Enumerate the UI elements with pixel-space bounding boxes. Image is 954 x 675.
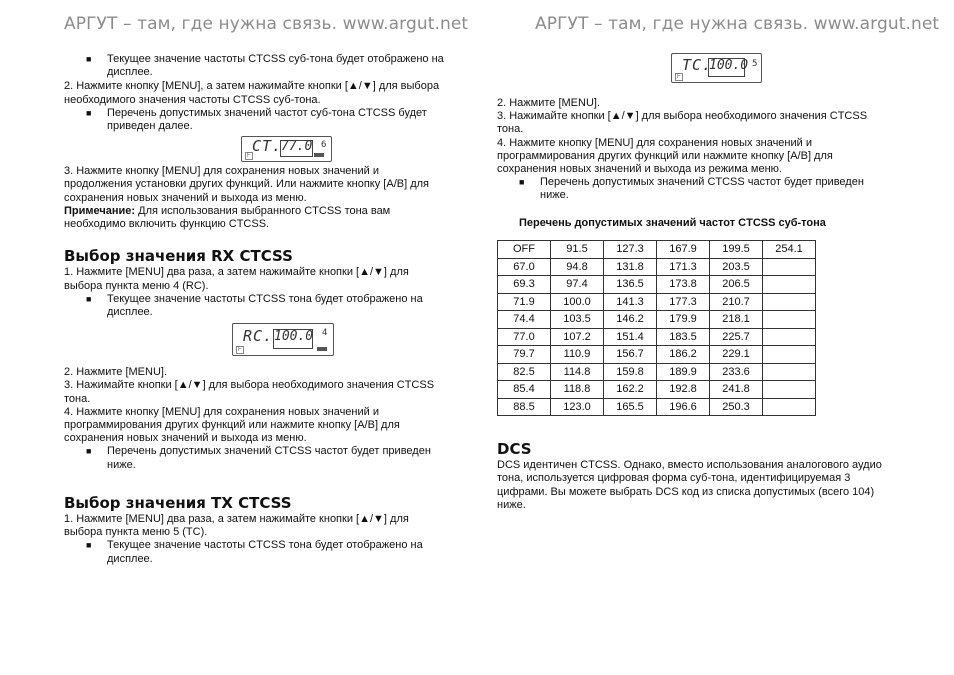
paragraph: 2. Нажмите [MENU]. bbox=[497, 97, 601, 109]
bullet-text: Текущее значение частоты CTCSS суб-тона будет отображено на дисплее. bbox=[107, 53, 444, 79]
table-cell: 141.3 bbox=[604, 293, 657, 311]
bullet-text: Текущее значение частоты CTCSS тона будет отображено на дисплее. bbox=[107, 539, 423, 565]
bullet: ■ Перечень допустимых значений CTCSS частот будет приведен ниже. bbox=[519, 176, 864, 202]
right-column bbox=[497, 53, 892, 230]
table-cell: 210.7 bbox=[710, 293, 763, 311]
table-cell bbox=[763, 346, 816, 364]
bullet: ■ Перечень допустимых значений CTCSS частот будет приведен ниже. bbox=[86, 445, 431, 471]
paragraph: 4. Нажмите кнопку [MENU] для сохранения новых значений и программирования других функций или нажмите кнопку [A/B] для сохранения новых значений и выхода из меню. bbox=[64, 405, 400, 445]
dcs-section bbox=[497, 440, 892, 512]
table-cell: 79.7 bbox=[498, 346, 551, 364]
table-cell: 103.5 bbox=[551, 311, 604, 329]
table-cell: 146.2 bbox=[604, 311, 657, 329]
table-cell: 241.8 bbox=[710, 381, 763, 399]
table-cell: 82.5 bbox=[498, 363, 551, 381]
lcd-display-ct bbox=[241, 136, 332, 162]
table-cell: 254.1 bbox=[763, 241, 816, 259]
bullet-text: Перечень допустимых значений CTCSS частот будет приведен ниже. bbox=[107, 445, 431, 471]
section-title-tx: Выбор значения TX CTCSS bbox=[64, 493, 292, 512]
table-cell: 225.7 bbox=[710, 328, 763, 346]
table-cell bbox=[763, 398, 816, 416]
lcd-tag: F bbox=[247, 153, 251, 160]
table-cell: 229.1 bbox=[710, 346, 763, 364]
table-cell: 189.9 bbox=[657, 363, 710, 381]
table-cell: 171.3 bbox=[657, 258, 710, 276]
table-cell bbox=[763, 276, 816, 294]
lcd-display-rc bbox=[232, 323, 334, 356]
paragraph: 2. Нажмите кнопку [MENU], а затем нажимайте кнопки [▲/▼] для выбора необходимого значения частоты CTCSS суб-тона. bbox=[64, 80, 440, 106]
table-row bbox=[498, 241, 816, 259]
paragraph: DCS идентичен CTCSS. Однако, вместо использования аналогового аудио тона, используется цифровая форма суб-тона, идентифицируемая 3 цифрами. Вы можете выбрать DCS код из списка допустимых (всего 104) ниже. bbox=[497, 459, 882, 511]
bullet: ■ Текущее значение частоты CTCSS тона будет отображено на дисплее. bbox=[86, 539, 423, 565]
table-row bbox=[498, 293, 816, 311]
bullet: ■ Текущее значение частоты CTCSS тона будет отображено на дисплее. bbox=[86, 292, 423, 319]
table-cell bbox=[763, 328, 816, 346]
paragraph: 3. Нажимайте кнопки [▲/▼] для выбора необходимого значения CTCSS тона. bbox=[497, 110, 868, 136]
table-cell bbox=[763, 381, 816, 399]
paragraph: 4. Нажмите кнопку [MENU] для сохранения новых значений и программирования других функций или нажмите кнопку [A/B] для сохранения новых значений и выхода из режима меню. bbox=[497, 136, 833, 176]
table-cell: 69.3 bbox=[498, 276, 551, 294]
table-cell: 192.8 bbox=[657, 381, 710, 399]
table-cell: 177.3 bbox=[657, 293, 710, 311]
table-cell: 167.9 bbox=[657, 241, 710, 259]
table-cell: 77.0 bbox=[498, 328, 551, 346]
lcd-tag: F bbox=[677, 74, 681, 80]
lcd-value: 77.0 bbox=[281, 139, 313, 155]
table-cell bbox=[763, 311, 816, 329]
lcd-channel: 5 bbox=[752, 59, 758, 69]
table-cell: 206.5 bbox=[710, 276, 763, 294]
lcd-label: RC. bbox=[243, 327, 274, 346]
table-cell: 199.5 bbox=[710, 241, 763, 259]
table-cell: 97.4 bbox=[551, 276, 604, 294]
table-cell: 203.5 bbox=[710, 258, 763, 276]
note-text: Для использования выбранного CTCSS тона вам необходимо включить функцию CTCSS. bbox=[64, 204, 391, 231]
header-right: АРГУТ – там, где нужна связь. www.argut.net bbox=[535, 14, 940, 34]
note bbox=[64, 205, 450, 231]
ctcss-table bbox=[497, 240, 816, 416]
bullet: ■ Текущее значение частоты CTCSS суб-тона будет отображено на дисплее. bbox=[86, 53, 444, 79]
table-cell: 85.4 bbox=[498, 381, 551, 399]
lcd-value: 100.0 bbox=[274, 329, 314, 345]
table-cell: 100.0 bbox=[551, 293, 604, 311]
table-row bbox=[498, 346, 816, 364]
lcd-channel: 4 bbox=[322, 328, 328, 339]
header-left: АРГУТ – там, где нужна связь. www.argut.net bbox=[64, 14, 469, 34]
table-cell: 74.4 bbox=[498, 311, 551, 329]
table-cell bbox=[763, 293, 816, 311]
bullet: ■ Перечень допустимых значений частот суб-тона CTCSS будет приведен далее. bbox=[86, 106, 427, 133]
lcd-label: CT. bbox=[252, 137, 283, 156]
lcd-tag: F bbox=[238, 347, 242, 354]
table-cell: 118.8 bbox=[551, 381, 604, 399]
table-cell: 196.6 bbox=[657, 398, 710, 416]
table-cell: OFF bbox=[498, 241, 551, 259]
table-row bbox=[498, 311, 816, 329]
lcd-value: 100.0 bbox=[709, 58, 749, 73]
table-cell: 94.8 bbox=[551, 258, 604, 276]
table-cell: 71.9 bbox=[498, 293, 551, 311]
table-cell: 179.9 bbox=[657, 311, 710, 329]
table-cell bbox=[763, 258, 816, 276]
table-cell: 233.6 bbox=[710, 363, 763, 381]
section-title-dcs: DCS bbox=[497, 440, 532, 458]
note-label: Примечание: bbox=[64, 204, 136, 217]
table-row bbox=[498, 276, 816, 294]
paragraph: 1. Нажмите [MENU] два раза, а затем нажимайте кнопки [▲/▼] для выбора пункта меню 4 (RC). bbox=[64, 266, 409, 292]
table-cell: 159.8 bbox=[604, 363, 657, 381]
battery-icon bbox=[317, 347, 327, 351]
table-cell: 156.7 bbox=[604, 346, 657, 364]
table-cell: 123.0 bbox=[551, 398, 604, 416]
table-cell: 250.3 bbox=[710, 398, 763, 416]
table-cell: 136.5 bbox=[604, 276, 657, 294]
lcd-display-tc bbox=[671, 53, 762, 83]
table-cell: 114.8 bbox=[551, 363, 604, 381]
table-row bbox=[498, 363, 816, 381]
battery-icon bbox=[314, 153, 324, 157]
table-row bbox=[498, 328, 816, 346]
table-cell: 107.2 bbox=[551, 328, 604, 346]
table-cell: 186.2 bbox=[657, 346, 710, 364]
table-cell: 67.0 bbox=[498, 258, 551, 276]
table-cell: 131.8 bbox=[604, 258, 657, 276]
lcd-label: TC. bbox=[682, 56, 713, 74]
bullet-text: Перечень допустимых значений частот суб-тона CTCSS будет приведен далее. bbox=[107, 106, 427, 133]
paragraph: 2. Нажмите [MENU]. bbox=[64, 366, 168, 379]
table-row bbox=[498, 258, 816, 276]
paragraph: 3. Нажмите кнопку [MENU] для сохранения новых значений и продолжения установки других функций. Или нажмите кнопку [A/B] для сохранения новых значений и выхода из меню. bbox=[64, 165, 429, 204]
table-cell: 165.5 bbox=[604, 398, 657, 416]
table-title: Перечень допустимых значений частот CTCSS суб-тона bbox=[519, 216, 826, 229]
table-cell: 151.4 bbox=[604, 328, 657, 346]
table-row bbox=[498, 398, 816, 416]
paragraph: 1. Нажмите [MENU] два раза, а затем нажимайте кнопки [▲/▼] для выбора пункта меню 5 (TC). bbox=[64, 513, 409, 539]
table-cell: 162.2 bbox=[604, 381, 657, 399]
left-column bbox=[64, 53, 450, 566]
section-title-rx: Выбор значения RX CTCSS bbox=[64, 247, 293, 266]
table-row bbox=[498, 381, 816, 399]
table-cell: 183.5 bbox=[657, 328, 710, 346]
table-cell: 91.5 bbox=[551, 241, 604, 259]
table-cell: 88.5 bbox=[498, 398, 551, 416]
table-cell: 173.8 bbox=[657, 276, 710, 294]
table-cell bbox=[763, 363, 816, 381]
table-cell: 218.1 bbox=[710, 311, 763, 329]
table-cell: 127.3 bbox=[604, 241, 657, 259]
bullet-text: Перечень допустимых значений CTCSS частот будет приведен ниже. bbox=[540, 176, 864, 202]
table-cell: 110.9 bbox=[551, 346, 604, 364]
paragraph: 3. Нажимайте кнопки [▲/▼] для выбора необходимого значения CTCSS тона. bbox=[64, 379, 435, 405]
bullet-text: Текущее значение частоты CTCSS тона будет отображено на дисплее. bbox=[107, 292, 423, 319]
lcd-channel: 6 bbox=[321, 140, 327, 151]
